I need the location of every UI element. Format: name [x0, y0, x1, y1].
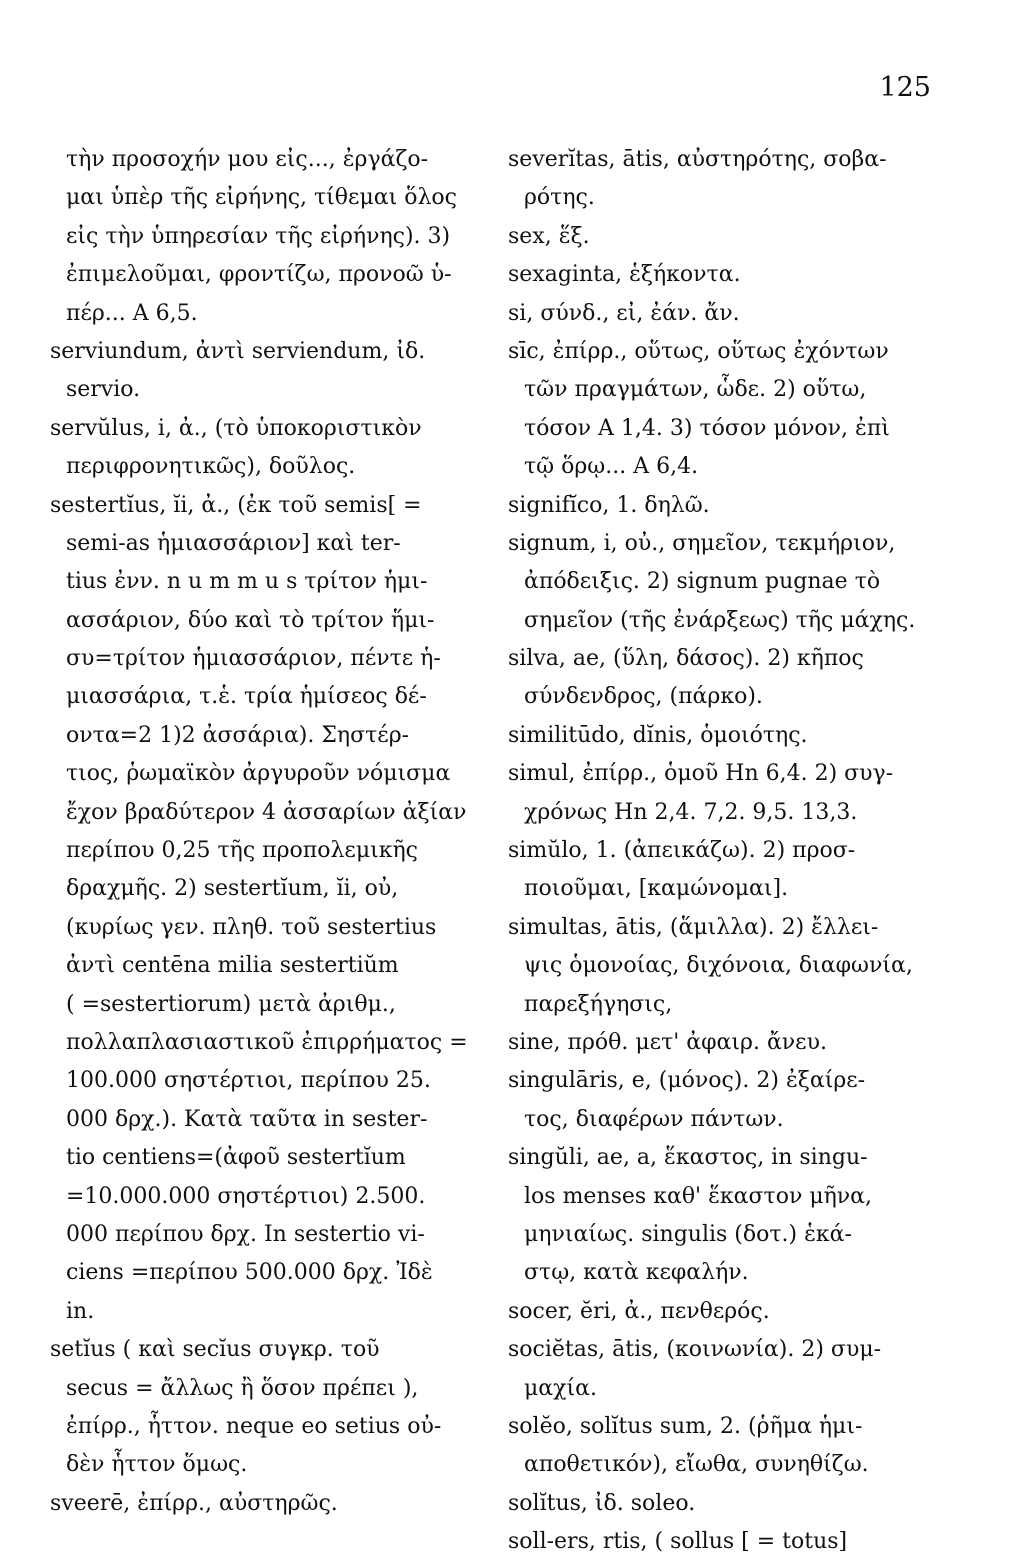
dictionary-line: ασσάριον, δύο καὶ τὸ τρίτον ἥμι- [66, 607, 435, 633]
dictionary-line: σημεῖον (τῆς ἐνάρξεως) τῆς μάχης. [524, 607, 916, 633]
dictionary-line: los menses καθ' ἕκαστον μῆνα, [524, 1183, 873, 1209]
dictionary-line: αποθετικόν), εἴωθα, συνηθίζω. [524, 1452, 869, 1478]
dictionary-line: tio centiens=(ἀφοῦ sestertĭum [66, 1145, 406, 1171]
dictionary-line: τιος, ῥωμαϊκὸν ἀργυροῦν νόμισμα [66, 761, 451, 787]
dictionary-line: περίπου 0,25 τῆς προπολεμικῆς [66, 838, 418, 864]
dictionary-line: socer, ĕri, ἀ., πενθερός. [508, 1298, 770, 1324]
dictionary-line: =10.000.000 σηστέρτιοι) 2.500. [66, 1183, 426, 1209]
dictionary-line: simultas, ātis, (ἅμιλλα). 2) ἔλλει- [508, 914, 879, 940]
dictionary-line: signifĭco, 1. δηλῶ. [508, 492, 710, 518]
dictionary-line: ἔχον βραδύτερον 4 ἀσσαρίων ἀξίαν [66, 799, 467, 825]
dictionary-line: οντα=2 1)2 ἀσσάρια). Σηστέρ- [66, 722, 410, 748]
dictionary-line: εἰς τὴν ὑπηρεσίαν τῆς εἰρήνης). 3) [66, 223, 451, 249]
dictionary-line: sestertĭus, ĭi, ἀ., (ἐκ τοῦ semis[ = [50, 492, 422, 518]
dictionary-line: simŭlo, 1. (ἀπεικάζω). 2) προσ- [508, 838, 856, 864]
dictionary-line: tius ἐνν. n u m m u s τρίτον ἡμι- [66, 569, 428, 595]
dictionary-line: τῶν πραγμάτων, ὧδε. 2) οὕτω, [524, 377, 867, 403]
dictionary-line: ἐπίρρ., ἧττον. neque eo setius οὐ- [66, 1413, 442, 1439]
dictionary-line: τος, διαφέρων πάντων. [524, 1106, 784, 1132]
left-column [50, 141, 482, 1523]
dictionary-line: τόσον A 1,4. 3) τόσον μόνον, ἐπὶ [524, 415, 890, 441]
dictionary-line: ciens =περίπου 500.000 δρχ. Ἰδὲ [66, 1260, 433, 1286]
dictionary-line: στῳ, κατὰ κεφαλήν. [524, 1260, 749, 1286]
dictionary-line: servio. [66, 377, 141, 403]
dictionary-line: τῷ ὅρῳ... A 6,4. [524, 454, 699, 480]
dictionary-line: setĭus ( καὶ secĭus συγκρ. τοῦ [50, 1337, 380, 1363]
dictionary-line: 000 δρχ.). Κατὰ ταῦτα in sester- [66, 1106, 428, 1132]
right-column [508, 141, 948, 1561]
dictionary-line: χρόνως Hn 2,4. 7,2. 9,5. 13,3. [524, 799, 858, 825]
dictionary-line: παρεξήγησις, [524, 991, 673, 1017]
dictionary-line: sīc, ἐπίρρ., οὕτως, οὕτως ἐχόντων [508, 338, 889, 364]
dictionary-line: περιφρονητικῶς), δοῦλος. [66, 454, 356, 480]
dictionary-line: πέρ... A 6,5. [66, 300, 198, 326]
dictionary-line: ( =sestertiorum) μετὰ ἀριθμ., [66, 991, 396, 1017]
dictionary-line: soll-ers, rtis, ( sollus [ = totus] [508, 1529, 848, 1555]
dictionary-line: μαχία. [524, 1375, 597, 1401]
dictionary-line: solĭtus, ἰδ. soleo. [508, 1490, 696, 1516]
dictionary-line: δραχμῆς. 2) sestertĭum, ĭi, οὐ, [66, 876, 399, 902]
dictionary-line: ἐπιμελοῦμαι, φροντίζω, προνοῶ ὑ- [66, 262, 452, 288]
dictionary-line: sveerē, ἐπίρρ., αὐστηρῶς. [50, 1490, 338, 1516]
dictionary-line: 000 περίπου δρχ. In sestertio vi- [66, 1221, 425, 1247]
dictionary-line: si, σύνδ., εἰ, ἐάν. ἄν. [508, 300, 740, 326]
dictionary-line: sex, ἕξ. [508, 223, 590, 249]
dictionary-line: in. [66, 1298, 95, 1324]
dictionary-line: similitūdo, dĭnis, ὁμοιότης. [508, 722, 808, 748]
dictionary-line: servŭlus, i, ἀ., (τὸ ὑποκοριστικὸν [50, 415, 422, 441]
dictionary-line: 100.000 σηστέρτιοι, περίπου 25. [66, 1068, 431, 1094]
dictionary-line: ρότης. [524, 185, 595, 211]
dictionary-line: τὴν προσοχήν μου εἰς..., ἐργάζο- [66, 147, 429, 172]
dictionary-line: συ=τρίτον ἡμιασσάριον, πέντε ἡ- [66, 646, 441, 672]
dictionary-line: ψις ὁμονοίας, διχόνοια, διαφωνία, [524, 953, 913, 979]
dictionary-line: σύνδενδρος, (πάρκο). [524, 684, 763, 710]
dictionary-line: δὲν ἧττον ὅμως. [66, 1452, 248, 1478]
dictionary-line: (κυρίως γεν. πληθ. τοῦ sestertius [66, 914, 437, 940]
dictionary-line: μαι ὑπὲρ τῆς εἰρήνης, τίθεμαι ὅλος [66, 185, 457, 211]
dictionary-line: signum, i, οὐ., σημεῖον, τεκμήριον, [508, 530, 896, 556]
dictionary-line: semi-as ἡμιασσάριον] καὶ ter- [66, 530, 401, 556]
dictionary-line: solĕo, solĭtus sum, 2. (ῥῆμα ἡμι- [508, 1413, 863, 1439]
dictionary-line: ἀντὶ centēna milia sestertiŭm [66, 953, 399, 979]
dictionary-line: sine, πρόθ. μετ' ἀφαιρ. ἄνευ. [508, 1029, 827, 1055]
dictionary-line: secus = ἄλλως ἢ ὅσον πρέπει ), [66, 1375, 419, 1401]
dictionary-line: serviundum, ἀντὶ serviendum, ἰδ. [50, 338, 426, 364]
dictionary-line: μηνιαίως. singulis (δοτ.) ἑκά- [524, 1221, 852, 1247]
dictionary-line: simul, ἐπίρρ., ὁμοῦ Hn 6,4. 2) συγ- [508, 761, 894, 787]
dictionary-line: ἀπόδειξις. 2) signum pugnae τὸ [524, 569, 881, 595]
dictionary-line: severĭtas, ātis, αὐστηρότης, σοβα- [508, 147, 887, 172]
dictionary-line: sexaginta, ἑξήκοντα. [508, 262, 741, 288]
dictionary-line: singulāris, e, (μόνος). 2) ἐξαίρε- [508, 1068, 866, 1094]
page-number: 125 [879, 72, 931, 103]
dictionary-line: πολλαπλασιαστικοῦ ἐπιρρήματος = [66, 1029, 468, 1055]
dictionary-line: ποιοῦμαι, [καμώνομαι]. [524, 876, 789, 902]
dictionary-line: silva, ae, (ὕλη, δάσος). 2) κῆπος [508, 646, 864, 672]
dictionary-line: μιασσάρια, τ.ἑ. τρία ἡμίσεος δέ- [66, 684, 427, 710]
dictionary-line: sociĕtas, ātis, (κοινωνία). 2) συμ- [508, 1337, 882, 1363]
dictionary-line: singŭli, ae, a, ἕκαστος, in singu- [508, 1145, 868, 1171]
